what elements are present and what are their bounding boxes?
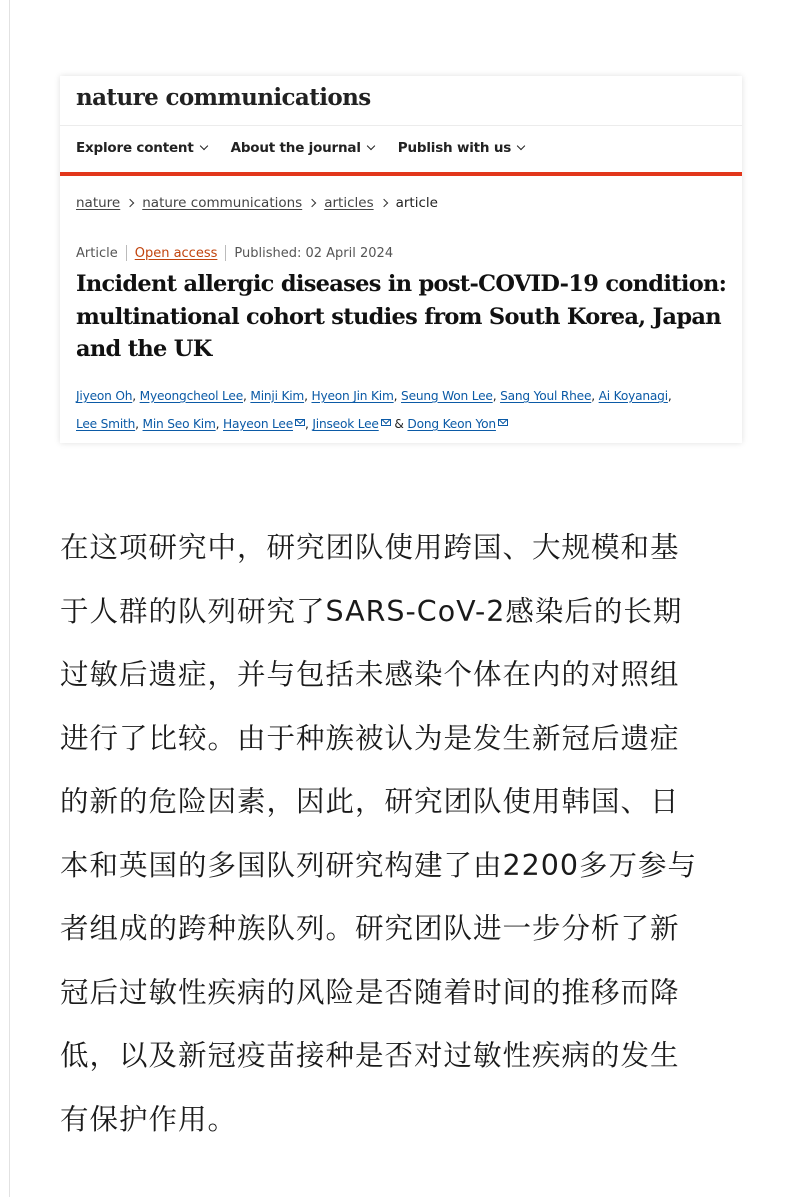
author-link[interactable]: Lee Smith	[76, 417, 136, 431]
author-separator: ,	[304, 389, 308, 403]
author-link[interactable]: Dong Keon Yon	[407, 417, 496, 431]
author-link[interactable]: Seung Won Lee	[401, 389, 493, 403]
open-access-link[interactable]: Open access	[134, 245, 218, 261]
paragraph-line: 有保护作用。	[60, 1102, 238, 1136]
breadcrumb-articles[interactable]: articles	[324, 195, 374, 211]
meta-divider	[225, 245, 226, 261]
author-separator: ,	[215, 417, 220, 431]
author-link[interactable]: Jinseok Lee	[312, 417, 379, 431]
author-link[interactable]: Ai Koyanagi	[598, 389, 668, 403]
mail-icon[interactable]	[295, 419, 305, 426]
mail-icon[interactable]	[381, 419, 391, 426]
paragraph-line: 在这项研究中，研究团队使用跨国、大规模和基	[60, 531, 680, 564]
article-screenshot-card	[60, 76, 742, 443]
nav-explore-content[interactable]	[76, 140, 207, 156]
author-link[interactable]: Hyeon Jin Kim	[311, 389, 394, 403]
paragraph-line: 冠后过敏性疾病的风险是否随着时间的推移而降	[60, 975, 680, 1009]
paragraph-line: 进行了比较。由于种族被认为是发生新冠后遗症	[60, 721, 680, 755]
article-summary-paragraph	[60, 516, 750, 1151]
chevron-right-icon	[379, 199, 387, 207]
paragraph-line: 者组成的跨种族队列。研究团队进一步分析了新	[60, 912, 680, 945]
page-left-border	[9, 0, 10, 1197]
paragraph-line: 的新的危险因素，因此，研究团队使用韩国、日	[60, 785, 680, 818]
nav-label: About the journal	[230, 140, 361, 156]
author-separator: ,	[243, 389, 247, 403]
chevron-right-icon	[126, 199, 134, 207]
chevron-down-icon	[517, 142, 525, 150]
author-link[interactable]: Min Seo Kim	[142, 417, 216, 431]
author-link[interactable]: Jiyeon Oh	[76, 389, 133, 403]
author-separator: ,	[135, 417, 139, 431]
chevron-right-icon	[308, 199, 316, 207]
author-separator: ,	[393, 389, 398, 403]
article-meta	[76, 245, 393, 261]
title-line: and the UK	[76, 336, 212, 362]
breadcrumb	[76, 195, 438, 211]
author-ampersand: &	[394, 417, 404, 431]
breadcrumb-current: article	[395, 195, 438, 211]
mail-icon[interactable]	[498, 419, 508, 426]
article-title	[76, 268, 731, 366]
nav-publish-with-us[interactable]	[398, 140, 524, 156]
author-separator: ,	[132, 389, 136, 403]
paragraph-line: 于人群的队列研究了SARS-CoV-2感染后的长期	[60, 594, 683, 628]
author-separator: ,	[667, 389, 672, 403]
nav-label: Publish with us	[397, 140, 512, 156]
paragraph-line: 过敏后遗症，并与包括未感染个体在内的对照组	[60, 658, 680, 691]
breadcrumb-nature-communications[interactable]: nature communications	[142, 195, 303, 211]
breadcrumb-nature[interactable]: nature	[76, 195, 121, 211]
header-divider	[60, 125, 742, 126]
author-separator: ,	[492, 389, 497, 403]
author-line	[76, 382, 736, 410]
author-list	[76, 382, 736, 438]
title-line: multinational cohort studies from South Korea, Japan	[76, 303, 721, 330]
journal-logo[interactable]: nature communications	[76, 84, 371, 111]
meta-divider	[126, 245, 127, 261]
paragraph-line: 本和英国的多国队列研究构建了由2200多万参与	[60, 848, 698, 882]
published-date: Published: 02 April 2024	[234, 245, 394, 261]
chevron-down-icon	[367, 142, 375, 150]
nav-about-journal[interactable]	[231, 140, 374, 156]
main-nav	[76, 140, 548, 156]
author-link[interactable]: Myeongcheol Lee	[139, 389, 243, 403]
author-separator: ,	[591, 389, 595, 403]
accent-bar	[60, 172, 742, 176]
author-link[interactable]: Minji Kim	[250, 389, 305, 403]
paragraph-line: 低，以及新冠疫苗接种是否对过敏性疾病的发生	[60, 1039, 680, 1072]
title-line: Incident allergic diseases in post-COVID-19 condition:	[76, 271, 727, 297]
author-link[interactable]: Hayeon Lee	[223, 417, 294, 431]
nav-label: Explore content	[76, 140, 194, 156]
article-type: Article	[76, 245, 118, 261]
author-separator: ,	[305, 417, 309, 431]
author-link[interactable]: Sang Youl Rhee	[500, 389, 592, 403]
author-line	[76, 410, 736, 438]
chevron-down-icon	[199, 142, 207, 150]
